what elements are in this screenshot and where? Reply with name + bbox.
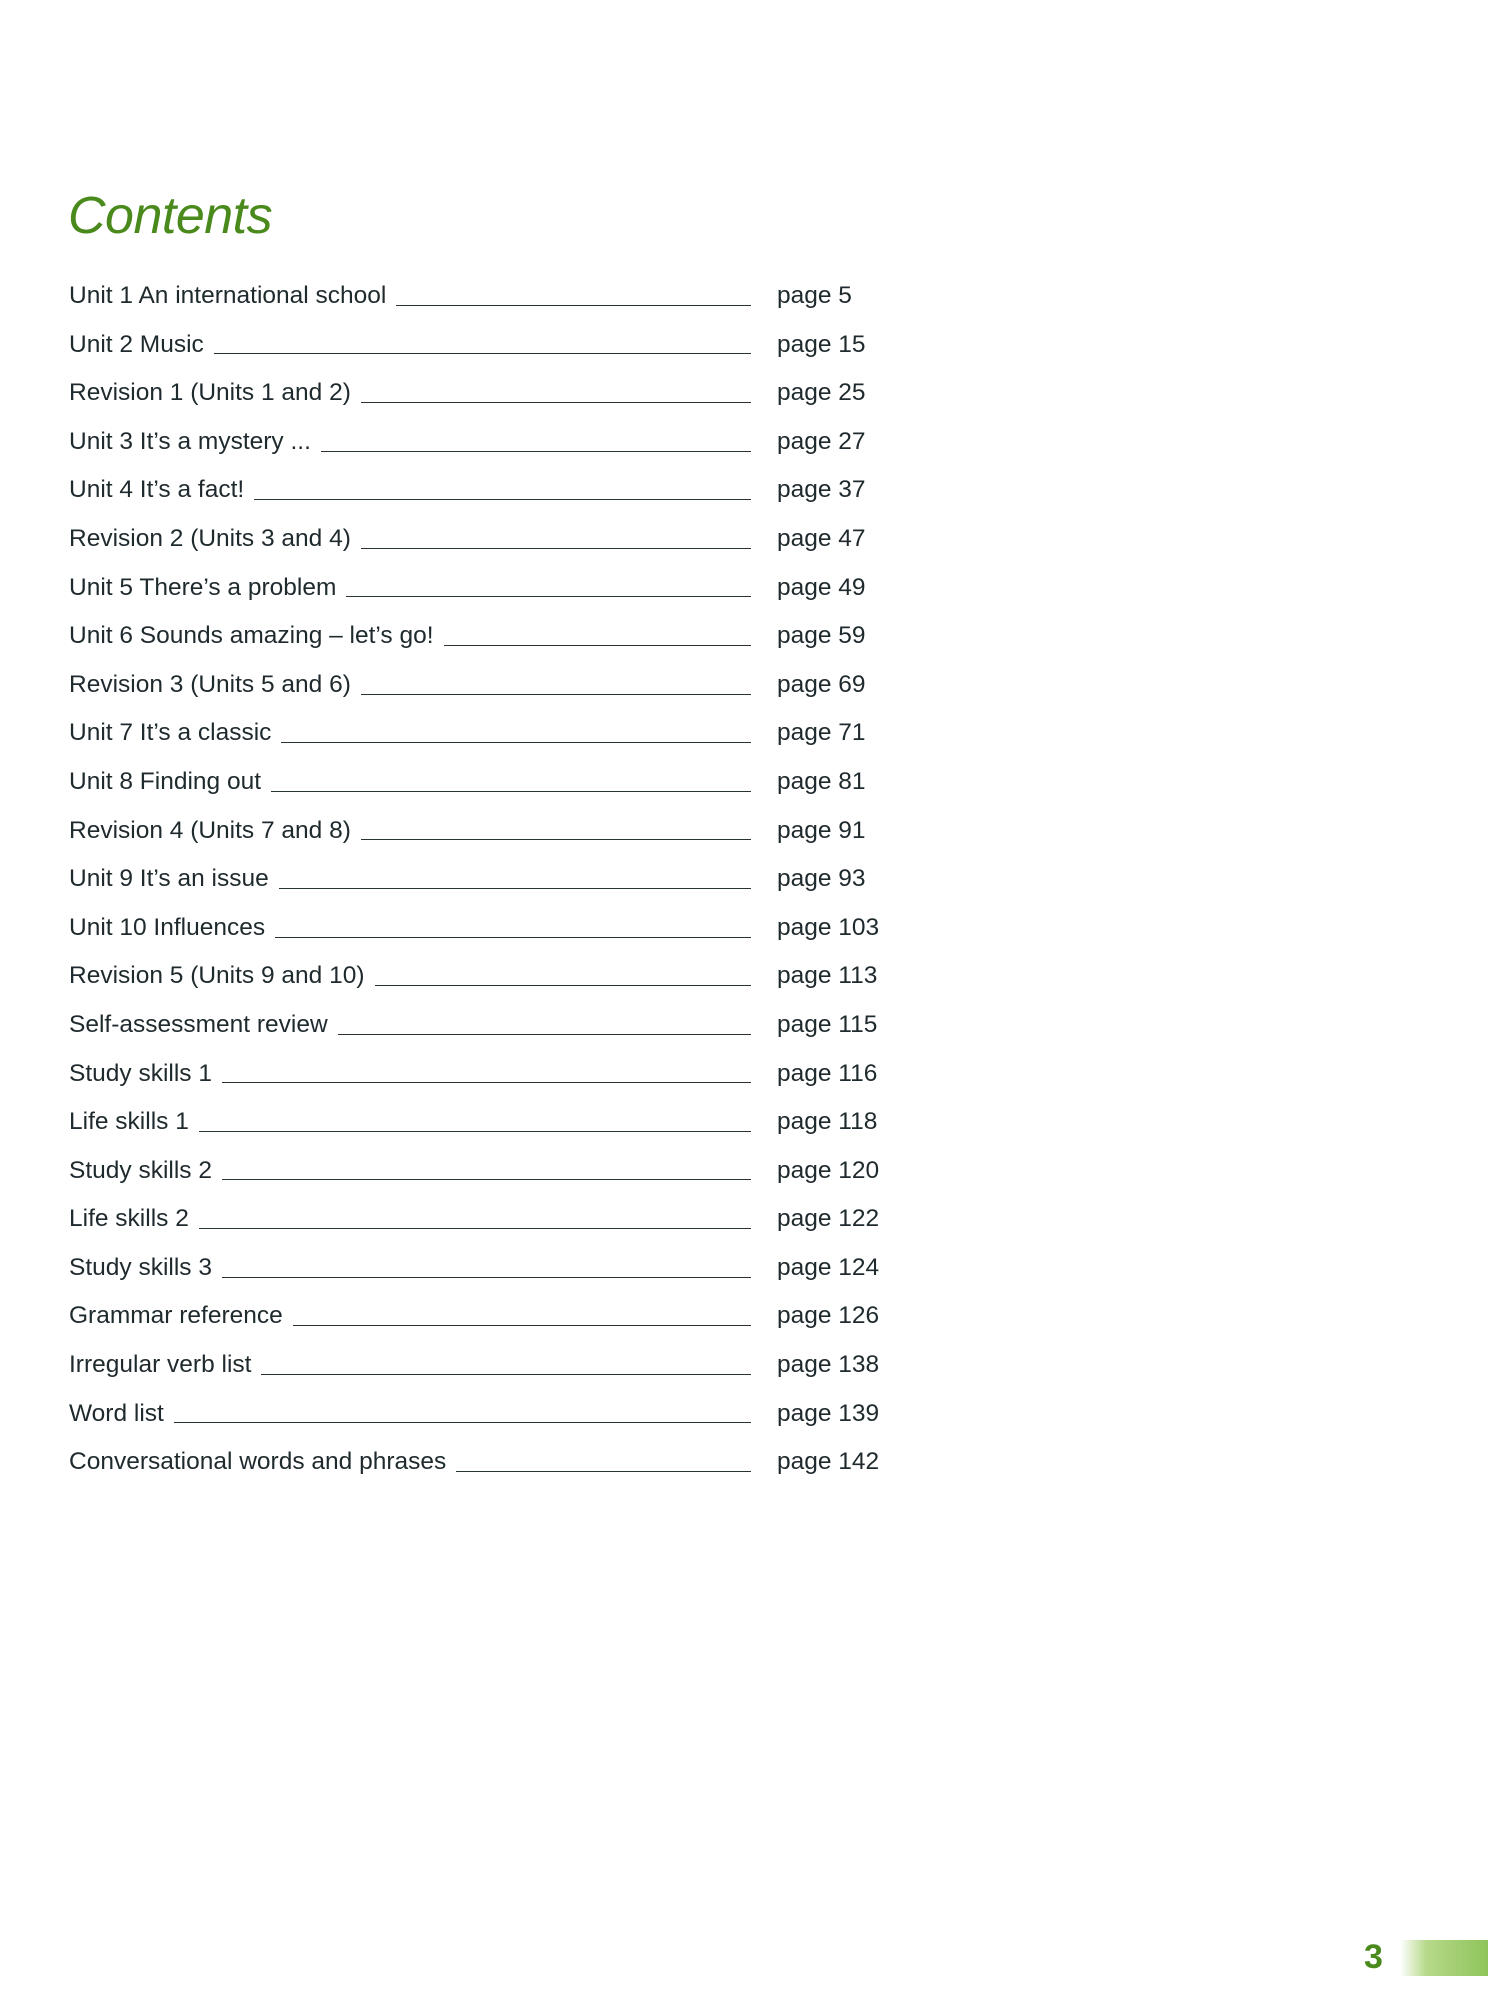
toc-entry	[69, 321, 889, 370]
toc-entry-page: page 59	[777, 622, 866, 650]
toc-entry-label: Revision 3 (Units 5 and 6)	[69, 670, 351, 698]
table-of-contents	[69, 272, 889, 1487]
toc-entry	[69, 1098, 889, 1147]
toc-entry-label: Unit 5 There’s a problem	[69, 573, 337, 601]
toc-leader-line	[254, 499, 751, 500]
toc-leader-line	[338, 1034, 751, 1035]
toc-entry-label: Unit 10 Influences	[69, 913, 266, 941]
toc-leader-line	[396, 305, 751, 306]
toc-entry-page: page 93	[777, 865, 866, 893]
toc-entry	[69, 661, 889, 710]
toc-entry-page: page 5	[777, 282, 852, 309]
toc-entry	[69, 709, 889, 758]
toc-entry-page: page 25	[777, 379, 866, 407]
toc-entry-page: page 27	[777, 427, 866, 455]
toc-entry-label: Life skills 2	[69, 1205, 189, 1233]
toc-leader-line	[281, 742, 751, 743]
toc-entry-label: Word list	[69, 1399, 164, 1427]
toc-entry	[69, 1001, 889, 1050]
toc-entry-label: Revision 1 (Units 1 and 2)	[69, 379, 351, 407]
toc-entry	[69, 272, 889, 321]
toc-entry-label: Unit 8 Finding out	[69, 767, 262, 795]
toc-leader-line	[375, 985, 751, 986]
toc-entry	[69, 1244, 889, 1293]
toc-entry-label: Unit 1 An international school	[69, 282, 387, 309]
toc-entry	[69, 515, 889, 564]
toc-leader-line	[279, 888, 751, 889]
toc-entry	[69, 1050, 889, 1099]
toc-leader-line	[444, 645, 751, 646]
toc-entry-label: Study skills 1	[69, 1059, 212, 1087]
toc-entry-label: Self-assessment review	[69, 1010, 328, 1038]
toc-entry	[69, 564, 889, 613]
toc-entry	[69, 1438, 889, 1487]
toc-leader-line	[174, 1422, 751, 1423]
toc-entry	[69, 1195, 889, 1244]
toc-leader-line	[199, 1131, 751, 1132]
toc-entry	[69, 807, 889, 856]
toc-entry-label: Irregular verb list	[69, 1351, 252, 1379]
toc-entry-page: page 91	[777, 816, 866, 844]
toc-entry-page: page 124	[777, 1253, 880, 1281]
toc-entry-page: page 113	[777, 962, 878, 990]
toc-leader-line	[214, 353, 751, 354]
toc-entry	[69, 758, 889, 807]
toc-entry-page: page 47	[777, 524, 866, 552]
toc-entry-page: page 116	[777, 1059, 878, 1087]
toc-entry-page: page 15	[777, 330, 866, 358]
toc-leader-line	[361, 548, 751, 549]
toc-entry-page: page 118	[777, 1108, 878, 1136]
toc-entry	[69, 855, 889, 904]
toc-entry-page: page 37	[777, 476, 866, 504]
toc-entry	[69, 1292, 889, 1341]
toc-entry	[69, 1341, 889, 1390]
toc-entry	[69, 952, 889, 1001]
page-number: 3	[1364, 1938, 1383, 1976]
toc-leader-line	[261, 1374, 751, 1375]
toc-entry-label: Revision 2 (Units 3 and 4)	[69, 524, 351, 552]
toc-entry-label: Unit 4 It’s a fact!	[69, 476, 245, 504]
toc-entry	[69, 612, 889, 661]
toc-entry-label: Grammar reference	[69, 1302, 283, 1330]
toc-entry-label: Unit 9 It’s an issue	[69, 865, 269, 893]
toc-leader-line	[222, 1082, 751, 1083]
toc-leader-line	[361, 839, 751, 840]
toc-entry-label: Unit 2 Music	[69, 330, 204, 358]
toc-entry-label: Study skills 2	[69, 1156, 212, 1184]
toc-entry	[69, 1147, 889, 1196]
toc-entry-page: page 115	[777, 1010, 878, 1038]
toc-entry-label: Revision 4 (Units 7 and 8)	[69, 816, 351, 844]
toc-entry-page: page 139	[777, 1399, 880, 1427]
toc-entry-page: page 142	[777, 1448, 880, 1476]
toc-entry-label: Life skills 1	[69, 1108, 189, 1136]
toc-entry-label: Study skills 3	[69, 1253, 212, 1281]
toc-entry	[69, 418, 889, 467]
toc-leader-line	[321, 451, 751, 452]
toc-entry-page: page 49	[777, 573, 866, 601]
toc-entry-label: Revision 5 (Units 9 and 10)	[69, 962, 365, 990]
toc-leader-line	[275, 937, 751, 938]
toc-leader-line	[222, 1277, 751, 1278]
toc-entry-page: page 81	[777, 767, 866, 795]
toc-entry-page: page 138	[777, 1351, 880, 1379]
toc-leader-line	[293, 1325, 751, 1326]
toc-entry	[69, 466, 889, 515]
toc-leader-line	[361, 694, 751, 695]
toc-leader-line	[222, 1179, 751, 1180]
toc-entry-page: page 69	[777, 670, 866, 698]
toc-entry-label: Conversational words and phrases	[69, 1448, 447, 1476]
toc-entry-label: Unit 7 It’s a classic	[69, 719, 272, 747]
toc-leader-line	[199, 1228, 751, 1229]
toc-entry-page: page 71	[777, 719, 866, 747]
toc-entry-page: page 120	[777, 1156, 880, 1184]
toc-entry-label: Unit 3 It’s a mystery ...	[69, 427, 311, 455]
toc-leader-line	[361, 402, 751, 403]
toc-entry	[69, 1390, 889, 1439]
toc-entry-label: Unit 6 Sounds amazing – let’s go!	[69, 622, 434, 650]
toc-leader-line	[346, 596, 751, 597]
toc-entry-page: page 126	[777, 1302, 880, 1330]
toc-leader-line	[271, 791, 751, 792]
toc-entry-page: page 103	[777, 913, 880, 941]
toc-entry	[69, 904, 889, 953]
toc-entry	[69, 369, 889, 418]
toc-entry-page: page 122	[777, 1205, 880, 1233]
toc-leader-line	[456, 1471, 751, 1472]
page-title: Contents	[68, 187, 273, 245]
page-corner-tab	[1400, 1940, 1488, 1976]
